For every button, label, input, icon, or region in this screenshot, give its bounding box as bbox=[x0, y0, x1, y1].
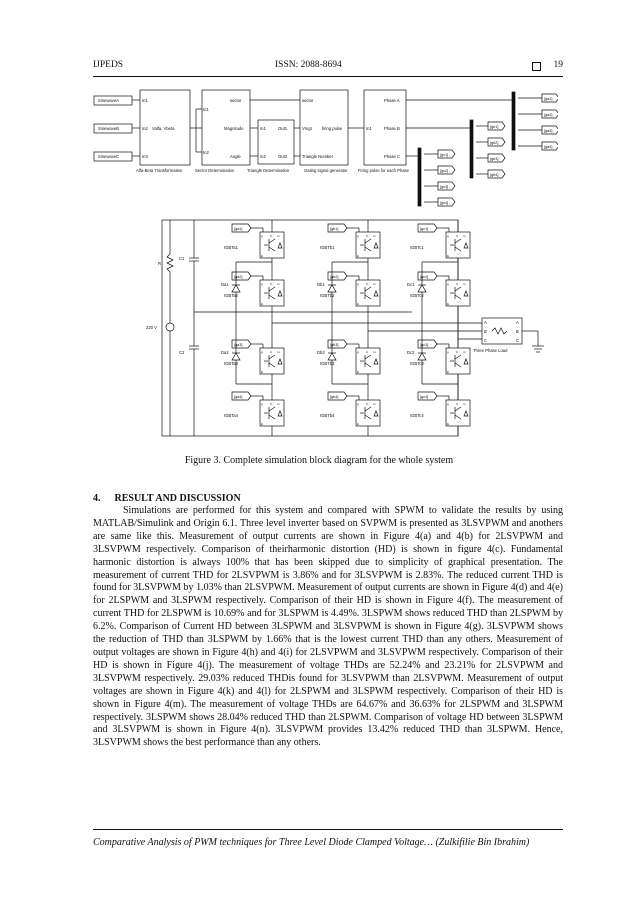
load-resistor-icon bbox=[492, 328, 507, 334]
igbt-label: IGBTc3 bbox=[410, 361, 424, 366]
c2-label: C2 bbox=[179, 350, 185, 355]
clamp-diode-icon bbox=[418, 353, 426, 360]
fire-pc: Phase C bbox=[384, 154, 401, 159]
gate-tag-label: [ga2] bbox=[234, 275, 243, 279]
pin-g: g bbox=[357, 402, 359, 406]
running-header bbox=[93, 60, 563, 74]
section-title: RESULT AND DISCUSSION bbox=[114, 493, 241, 504]
pin-g: g bbox=[447, 402, 449, 406]
pin-e: E bbox=[357, 254, 360, 258]
pin-c: C bbox=[366, 350, 369, 354]
paragraph: Simulations are performed for this system and compared with SPWM to validate the results by using MATLAB/Simulink and Origin 6.1. Three level inverter based on SVPWM is presented as 3LSVPWM and anothers are same like this. Measurement of output currents are shown in Figure 4(a) and 4(b) for 2LSVPWM and 3LSVPWM respectively. Comparison of theirharmonic distortion (HD) is shown in figure 4(c). Fundamental harmonic distortion is always 100% that has been skipped due to simplicity of graphical presentation. The measurement of current THD for 2LSVPWM is 3.86% and for 3LSVPWM is 2.83%. The reduced current THD is found for 3LSVPWM by 1.03% than 2LSVPWM. Measurement of output currents are shown in Figure 4(d) and 4(e) for 2LSPWM and 3LSPWM respectively. Comparison of their HD is shown in Figure 4(f). The measurement of current THD for 2LSPWM is 10.69% and for 3LSPWM is 4.49%. 3LSPWM shows reduced THD than 2LSPWM by 6.2%. Comparison of Current HD between 3LSPWM and 3LSVPWM is shown in Figure 4(g). 3LSVPWM shows the reduction of THD than 3LSPWM by 1.66% that is the lowest current THD than any others. Measurement of output voltages are shown in Figure 4(h) and 4(i) for 2LSVPWM and 3LSVPWM respectively. Comparison of their HD is shown in Figure 4(j). The measurement of voltage THDs are 52.24% and 23.21% for 2LSVPWM and 3LSVPWM respectively. 29.03% reduced THDis found for 3LSVPWM than 2LSVPWM. Measurement of output voltages are shown in Figure 4(k) and 4(l) for 2LSPWM and 3LSPWM respectively. Comparison of their HD is shown in Figure 4(m). The measurement of voltage THDs are 64.67% and 36.63% for 2LSPWM and 3LSPWM respectively. 3LSPWM shows 28.04% reduced THD than 2LSPWM. Comparison of voltage HD between 3LSPWM and 3LSVPWM is shown in Figure 4(n). 3LSVPWM provides 13.42% reduced THD than 3LSPWM. Hence, 3LSVPWM shows the best performance than any others. bbox=[93, 505, 563, 749]
pin-c: C bbox=[366, 234, 369, 238]
load-c2: C bbox=[516, 338, 520, 343]
diode-label: Da1 bbox=[221, 282, 229, 287]
sinewave-a-label: SinewaveA bbox=[98, 98, 119, 103]
pin-c: C bbox=[366, 402, 369, 406]
clamp-diode-icon bbox=[328, 285, 336, 292]
sector-angle: Angle bbox=[230, 154, 241, 159]
pin-g: g bbox=[261, 402, 263, 406]
load-a: A bbox=[484, 320, 487, 325]
gate-tag-label: [gc4] bbox=[420, 395, 429, 399]
demux-a bbox=[512, 92, 515, 150]
pin-e: E bbox=[357, 302, 360, 306]
igbt-label: IGBTc2 bbox=[410, 293, 424, 298]
pin-g: g bbox=[357, 234, 359, 238]
pin-e: E bbox=[261, 422, 264, 426]
igbt-label: IGBTc4 bbox=[410, 413, 424, 418]
abc-caption: Alfa-Beta Transformation bbox=[136, 168, 183, 173]
pin-c: C bbox=[456, 402, 459, 406]
pin-m: m bbox=[277, 350, 280, 354]
sector-out: sector bbox=[230, 98, 242, 103]
gate-tag-label: [ga1] bbox=[234, 227, 243, 231]
goto-tag-label: [gc1] bbox=[440, 153, 449, 157]
checkbox-icon bbox=[532, 62, 541, 71]
gate-sector: sector bbox=[302, 98, 314, 103]
tri-out2: Out2 bbox=[278, 154, 288, 159]
goto-tag-label: [gb4] bbox=[490, 173, 499, 177]
goto-tag-label: [gb2] bbox=[490, 141, 499, 145]
pin-c: C bbox=[270, 282, 273, 286]
pin-g: g bbox=[261, 282, 263, 286]
gate-tag-label: [gb1] bbox=[330, 227, 339, 231]
header-rule bbox=[93, 76, 563, 77]
sector-mag: Magnitude bbox=[224, 126, 244, 131]
c1-label: C1 bbox=[179, 256, 185, 261]
goto-tag-label: [gb1] bbox=[490, 125, 499, 129]
simulink-model bbox=[94, 90, 558, 206]
pin-e: E bbox=[447, 254, 450, 258]
pin-e: E bbox=[261, 370, 264, 374]
pin-g: g bbox=[447, 234, 449, 238]
igbt-label: IGBTa3 bbox=[224, 361, 238, 366]
goto-tag-label: [ga2] bbox=[544, 113, 553, 117]
pin-c: C bbox=[456, 234, 459, 238]
pin-g: g bbox=[447, 350, 449, 354]
pin-c: C bbox=[270, 350, 273, 354]
gate-tag-label: [gc2] bbox=[420, 275, 429, 279]
pin-g: g bbox=[357, 282, 359, 286]
pin-c: C bbox=[270, 234, 273, 238]
gate-vmgt: Vmgt bbox=[302, 126, 312, 131]
pin-c: C bbox=[270, 402, 273, 406]
gate-tag-label: [gc1] bbox=[420, 227, 429, 231]
footer-rule bbox=[93, 829, 563, 830]
power-circuit bbox=[146, 220, 544, 436]
figure-caption: Figure 3. Complete simulation block diagram for the whole system bbox=[184, 455, 454, 466]
load-a2: A bbox=[516, 320, 519, 325]
pin-g: g bbox=[261, 234, 263, 238]
goto-tag-label: [ga4] bbox=[544, 145, 553, 149]
pin-c: C bbox=[366, 282, 369, 286]
page-number: 19 bbox=[553, 60, 563, 70]
pin-g: g bbox=[261, 350, 263, 354]
pin-m: m bbox=[373, 350, 376, 354]
load-label: Three Phase Load bbox=[473, 348, 508, 353]
goto-tag-label: [gc4] bbox=[440, 201, 449, 205]
gate-trinum: Triangle Number bbox=[302, 154, 334, 159]
pin-c: C bbox=[456, 350, 459, 354]
goto-tag-label: [gc3] bbox=[440, 185, 449, 189]
load-c: C bbox=[484, 338, 488, 343]
tri-in1: In1 bbox=[260, 126, 266, 131]
goto-tag-label: [ga3] bbox=[544, 129, 553, 133]
load-b2: B bbox=[516, 329, 519, 334]
goto-tag-label: [gc2] bbox=[440, 169, 449, 173]
load-b: B bbox=[484, 329, 487, 334]
tri-out1: Out1 bbox=[278, 126, 288, 131]
demux-b bbox=[470, 120, 473, 178]
source-label: 220 V bbox=[146, 325, 157, 330]
sector-in1: In1 bbox=[203, 107, 209, 112]
diode-label: Db1 bbox=[317, 282, 325, 287]
diode-label: Da2 bbox=[221, 350, 229, 355]
gate-tag-label: [ga4] bbox=[234, 395, 243, 399]
tri-in2: In2 bbox=[260, 154, 266, 159]
goto-tag-label: [ga1] bbox=[544, 97, 553, 101]
igbt-label: IGBTa2 bbox=[224, 293, 238, 298]
igbt-label: IGBTa4 bbox=[224, 413, 238, 418]
clamp-diode-icon bbox=[232, 285, 240, 292]
issn: ISSN: 2088-8694 bbox=[275, 60, 342, 70]
pin-m: m bbox=[277, 234, 280, 238]
diode-label: Dc2 bbox=[407, 350, 415, 355]
abc-port-3: In3 bbox=[142, 154, 148, 159]
pin-m: m bbox=[463, 350, 466, 354]
abc-port-2: In2 bbox=[142, 126, 148, 131]
abc-port-1: In1 bbox=[142, 98, 148, 103]
sinewave-b-label: SinewaveB bbox=[98, 126, 119, 131]
body-text bbox=[93, 505, 563, 750]
pin-m: m bbox=[373, 234, 376, 238]
fire-in1: In1 bbox=[366, 126, 372, 131]
goto-tags bbox=[424, 94, 558, 206]
pin-m: m bbox=[463, 402, 466, 406]
gate-tag-label: [gb2] bbox=[330, 275, 339, 279]
resistor bbox=[167, 254, 173, 272]
section-heading bbox=[93, 493, 241, 504]
section-number: 4. bbox=[93, 493, 101, 504]
pin-m: m bbox=[463, 282, 466, 286]
pin-e: E bbox=[447, 422, 450, 426]
tri-caption: Triangle Determination bbox=[247, 168, 290, 173]
journal-name: IJPEDS bbox=[93, 60, 124, 70]
gate-tag-label: [gb4] bbox=[330, 395, 339, 399]
gate-tag-label: [ga3] bbox=[234, 343, 243, 347]
gate-caption: Gating signal generator bbox=[304, 168, 348, 173]
gate-firing: firing pulse bbox=[322, 126, 343, 131]
dc-source bbox=[166, 323, 174, 331]
simulation-block-diagram bbox=[92, 84, 558, 440]
sector-caption: Sector Determination bbox=[195, 168, 235, 173]
pin-e: E bbox=[447, 302, 450, 306]
sinewave-c-label: SinewaveC bbox=[98, 154, 120, 159]
inverter-legs bbox=[221, 220, 470, 436]
pin-g: g bbox=[357, 350, 359, 354]
igbt-label: IGBTb3 bbox=[320, 361, 335, 366]
pin-e: E bbox=[261, 254, 264, 258]
bus-frame bbox=[162, 220, 458, 436]
pin-c: C bbox=[456, 282, 459, 286]
igbt-label: IGBTb4 bbox=[320, 413, 335, 418]
pin-m: m bbox=[373, 402, 376, 406]
pin-m: m bbox=[373, 282, 376, 286]
pin-m: m bbox=[277, 282, 280, 286]
pin-e: E bbox=[357, 370, 360, 374]
pin-g: g bbox=[447, 282, 449, 286]
igbt-label: IGBTb2 bbox=[320, 293, 335, 298]
clamp-diode-icon bbox=[232, 353, 240, 360]
clamp-diode-icon bbox=[418, 285, 426, 292]
igbt-label: IGBTc1 bbox=[410, 245, 424, 250]
fire-pa: Phase A bbox=[384, 98, 400, 103]
pin-e: E bbox=[261, 302, 264, 306]
pin-e: E bbox=[357, 422, 360, 426]
valfa-label: Valfa, Vbeta bbox=[152, 126, 175, 131]
gate-tag-label: [gc3] bbox=[420, 343, 429, 347]
diode-label: Dc1 bbox=[407, 282, 415, 287]
fire-pb: Phase B bbox=[384, 126, 400, 131]
goto-tag-label: [gb3] bbox=[490, 157, 499, 161]
pin-m: m bbox=[277, 402, 280, 406]
gate-tag-label: [gb3] bbox=[330, 343, 339, 347]
resistor-label: R bbox=[158, 261, 162, 266]
pin-e: E bbox=[447, 370, 450, 374]
demux-c bbox=[418, 148, 421, 206]
igbt-label: IGBTb1 bbox=[320, 245, 335, 250]
igbt-label: IGBTa1 bbox=[224, 245, 238, 250]
pin-m: m bbox=[463, 234, 466, 238]
diode-label: Db2 bbox=[317, 350, 325, 355]
running-footer: Comparative Analysis of PWM techniques for Three Level Diode Clamped Voltage… (Zulkifilie Bin Ibrahim) bbox=[93, 837, 530, 848]
clamp-diode-icon bbox=[328, 353, 336, 360]
fire-caption: Firing pulse for each Phase bbox=[358, 168, 409, 173]
sector-in2: In2 bbox=[203, 150, 209, 155]
